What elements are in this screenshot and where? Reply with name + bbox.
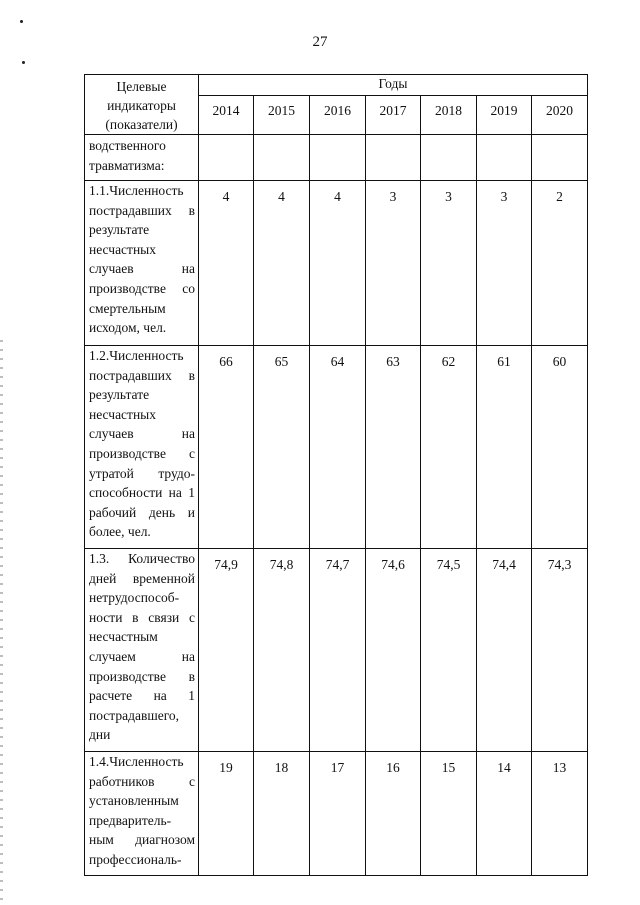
value-cell: 3 <box>477 181 532 346</box>
value-cell: 16 <box>366 752 421 876</box>
value-cell: 74,6 <box>366 549 421 752</box>
value-cell: 3 <box>421 181 477 346</box>
scan-margin-specks <box>0 340 3 900</box>
value-cell <box>310 135 366 181</box>
value-cell <box>254 135 310 181</box>
year-header: 2014 <box>199 96 254 135</box>
year-header: 2017 <box>366 96 421 135</box>
year-header: 2020 <box>532 96 588 135</box>
value-cell: 4 <box>199 181 254 346</box>
value-cell: 64 <box>310 346 366 549</box>
value-cell: 61 <box>477 346 532 549</box>
value-cell: 19 <box>199 752 254 876</box>
value-cell: 2 <box>532 181 588 346</box>
value-cell: 74,3 <box>532 549 588 752</box>
value-cell: 15 <box>421 752 477 876</box>
value-cell: 66 <box>199 346 254 549</box>
scan-mark <box>20 20 23 23</box>
value-cell: 3 <box>366 181 421 346</box>
table-row <box>85 181 588 346</box>
indicators-table <box>84 74 588 876</box>
value-cell: 4 <box>310 181 366 346</box>
year-header: 2015 <box>254 96 310 135</box>
indicator-label: 1.1.Численность пострадавших в результате несчастных случаев на производстве со смертельным исходом, чел. <box>85 181 199 346</box>
indicator-column-header: Целевые индикаторы (показатели) <box>85 75 199 135</box>
value-cell: 65 <box>254 346 310 549</box>
indicator-label: 1.2.Численность пострадавших в результате несчастных случаев на производстве с утратой трудо-способности на 1 рабочий день и более, чел. <box>85 346 199 549</box>
table-row <box>85 135 588 181</box>
value-cell <box>366 135 421 181</box>
value-cell: 62 <box>421 346 477 549</box>
indicator-label: водственного травматизма: <box>85 135 199 181</box>
indicator-label: 1.4.Численность работников с установленным предваритель-ным диагнозом профессиональ- <box>85 752 199 876</box>
value-cell: 60 <box>532 346 588 549</box>
value-cell: 18 <box>254 752 310 876</box>
value-cell <box>199 135 254 181</box>
year-header: 2016 <box>310 96 366 135</box>
value-cell <box>532 135 588 181</box>
value-cell: 4 <box>254 181 310 346</box>
value-cell: 14 <box>477 752 532 876</box>
value-cell: 63 <box>366 346 421 549</box>
value-cell: 74,9 <box>199 549 254 752</box>
table-row <box>85 549 588 752</box>
year-header: 2019 <box>477 96 532 135</box>
scan-mark <box>22 61 25 64</box>
years-column-header: Годы <box>199 75 588 96</box>
value-cell: 13 <box>532 752 588 876</box>
value-cell: 74,7 <box>310 549 366 752</box>
value-cell <box>477 135 532 181</box>
value-cell: 74,4 <box>477 549 532 752</box>
table-row <box>85 752 588 876</box>
year-header: 2018 <box>421 96 477 135</box>
header-row <box>85 75 588 96</box>
page-number: 27 <box>312 34 328 50</box>
value-cell: 74,5 <box>421 549 477 752</box>
table-row <box>85 346 588 549</box>
value-cell: 74,8 <box>254 549 310 752</box>
indicator-label: 1.3. Количество дней временной нетрудоспособ-ности в связи с несчастным случаем на производстве в расчете на 1 пострадавшего, дни <box>85 549 199 752</box>
value-cell <box>421 135 477 181</box>
value-cell: 17 <box>310 752 366 876</box>
